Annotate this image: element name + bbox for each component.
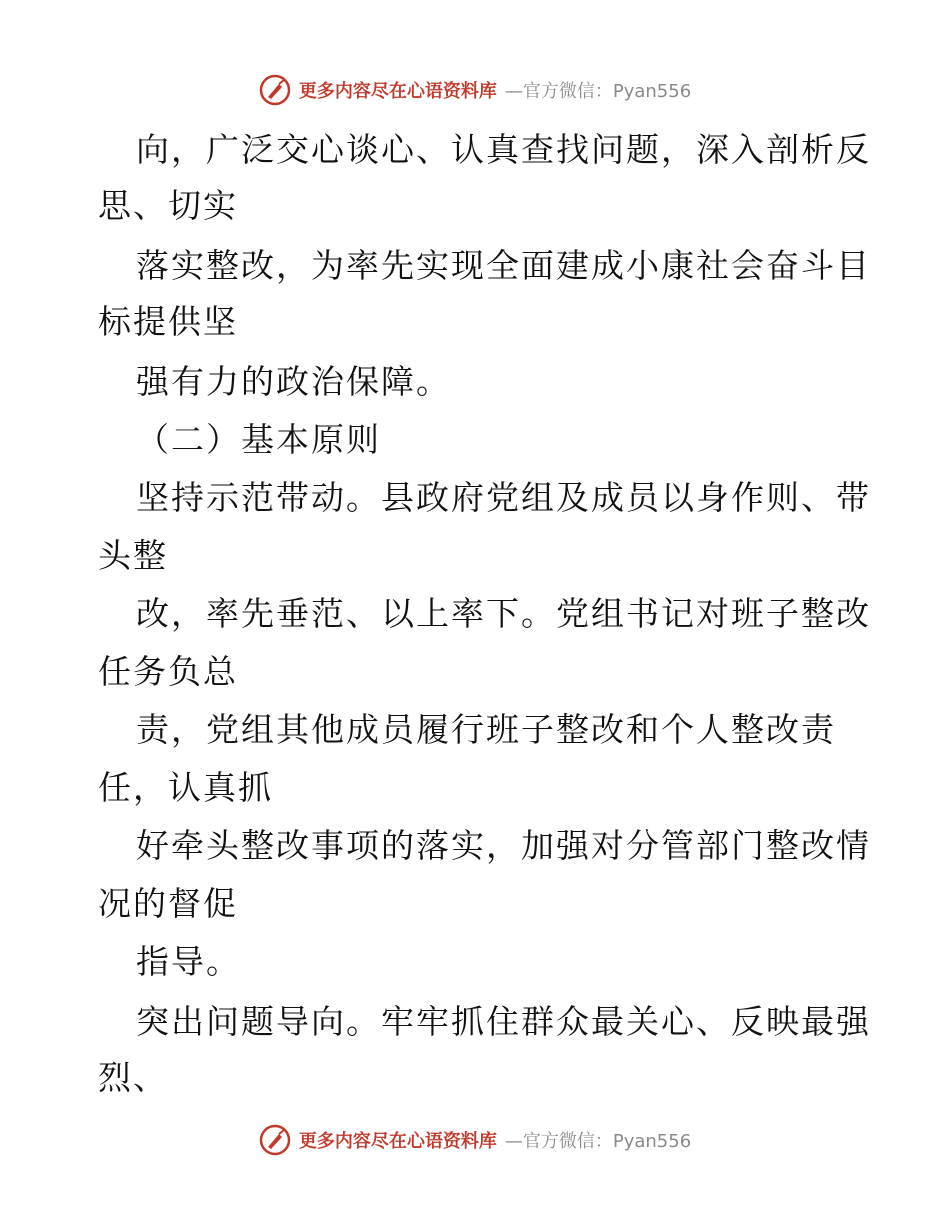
- watermark-contact-text: —官方微信：Pyan556: [504, 81, 692, 102]
- quill-logo-icon: [259, 1124, 291, 1156]
- text-line: 思、切实: [98, 186, 238, 225]
- text-line: 突出问题导向。牢牢抓住群众最关心、反映最强: [136, 1002, 871, 1041]
- text-line: 坚持示范带动。县政府党组及成员以身作则、带: [136, 478, 871, 517]
- text-line: 向，广泛交心谈心、认真查找问题，深入剖析反: [136, 130, 871, 169]
- text-line: 责，党组其他成员履行班子整改和个人整改责: [136, 710, 836, 749]
- text-line: 指导。: [136, 942, 241, 981]
- header-watermark: [0, 70, 950, 110]
- watermark-brand-text: 更多内容尽在心语资料库: [298, 1131, 497, 1152]
- text-line: 好牵头整改事项的落实，加强对分管部门整改情: [136, 826, 871, 865]
- text-line: 标提供坚: [98, 302, 238, 341]
- section-heading: （二）基本原则: [136, 420, 381, 459]
- text-line: 头整: [98, 536, 168, 575]
- watermark-contact-text: —官方微信：Pyan556: [504, 1131, 692, 1152]
- watermark-brand-text: 更多内容尽在心语资料库: [298, 81, 497, 102]
- quill-logo-icon: [259, 74, 291, 106]
- text-line: 任，认真抓: [98, 768, 273, 807]
- text-line: 烈、: [98, 1058, 168, 1097]
- text-line: 况的督促: [98, 884, 238, 923]
- text-line: 落实整改，为率先实现全面建成小康社会奋斗目: [136, 246, 871, 285]
- text-line: 任务负总: [98, 652, 238, 691]
- text-line: 改，率先垂范、以上率下。党组书记对班子整改: [136, 594, 871, 633]
- text-line: 强有力的政治保障。: [136, 362, 451, 401]
- footer-watermark: [0, 1120, 950, 1160]
